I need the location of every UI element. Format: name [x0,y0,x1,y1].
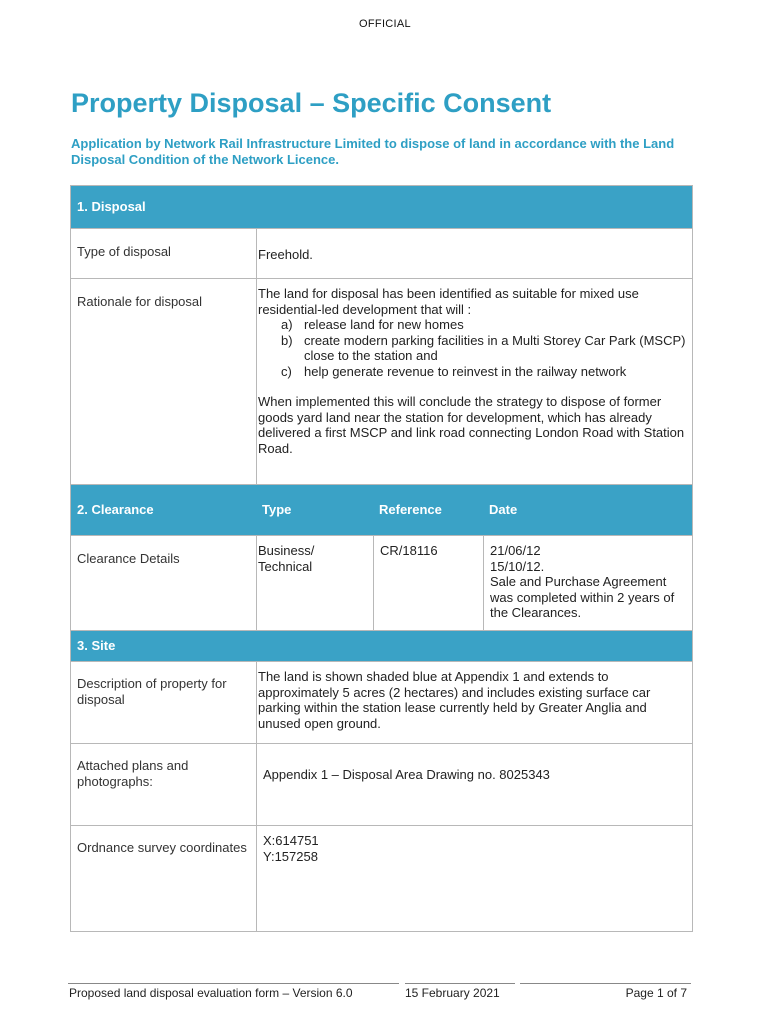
clearance-type-value: Business/ Technical [256,536,373,630]
rationale-outro: When implemented this will conclude the strategy to dispose of former goods yard land near the station for development, which has already delivered a first MSCP and link road connecting London Road with Station Road. [258,394,685,456]
list-item: c) help generate revenue to reinvest in the railway network [281,363,627,379]
footer-form-version: Proposed land disposal evaluation form – Version 6.0 [69,986,353,1000]
field-label: Rationale for disposal [77,294,203,309]
page-title: Property Disposal – Specific Consent [71,88,552,118]
field-value [256,279,692,484]
clearance-reference-value: CR/18116 [373,536,483,630]
section-title: 3. Site [77,638,116,654]
field-value: The land is shown shaded blue at Appendix 1 and extends to approximately 5 acres (2 hectares) and includes existing surface car parking within the station lease currently held by Greater Anglia and unused open ground. [256,662,692,743]
rationale-intro: The land for disposal has been identified as suitable for mixed use residential-led development that will : [258,286,639,317]
row-rationale [71,278,692,484]
field-value: Freehold. [256,229,692,278]
footer-rule [405,983,515,984]
row-attached-plans [71,743,692,825]
os-x-coordinate: X:614751 [263,833,319,848]
section-header-clearance [71,484,692,535]
field-label: Description of property for disposal [77,676,227,707]
section-header-disposal [71,186,692,228]
row-type-of-disposal [71,228,692,278]
disposal-form-table [70,185,693,932]
rationale-list [258,317,692,379]
list-item: b) create modern parking facilities in a Multi Storey Car Park (MSCP) close to the station and [281,332,686,363]
field-label: Type of disposal [77,244,171,259]
field-label: Ordnance survey coordinates [77,840,247,855]
field-label: Attached plans and photographs: [77,758,189,789]
page-subtitle: Application by Network Rail Infrastructure Limited to dispose of land in accordance with the Land Disposal Condition of the Network Licence. [71,136,675,167]
row-clearance-details [71,535,692,630]
os-y-coordinate: Y:157258 [263,848,318,864]
footer-page-number: Page 1 of 7 [625,986,687,1000]
footer-rule [68,983,399,984]
section-title: 2. Clearance [77,502,154,518]
footer-rule [520,983,691,984]
section-title: 1. Disposal [77,199,146,215]
field-value: Appendix 1 – Disposal Area Drawing no. 8025343 [256,744,692,825]
protective-marking: OFFICIAL [359,18,411,30]
page-footer [68,983,691,1007]
list-item: a) release land for new homes [281,317,464,332]
column-header-type: Type [262,502,292,518]
footer-date: 15 February 2021 [405,986,500,1000]
section-header-site [71,630,692,661]
column-header-reference: Reference [379,502,442,518]
column-header-date: Date [489,502,518,518]
field-value [256,826,692,931]
row-os-coordinates [71,825,692,931]
clearance-date-value: 21/06/12 15/10/12. Sale and Purchase Agreement was completed within 2 years of the Clearances. [483,536,692,630]
field-label: Clearance Details [77,551,180,566]
row-property-description [71,661,692,743]
